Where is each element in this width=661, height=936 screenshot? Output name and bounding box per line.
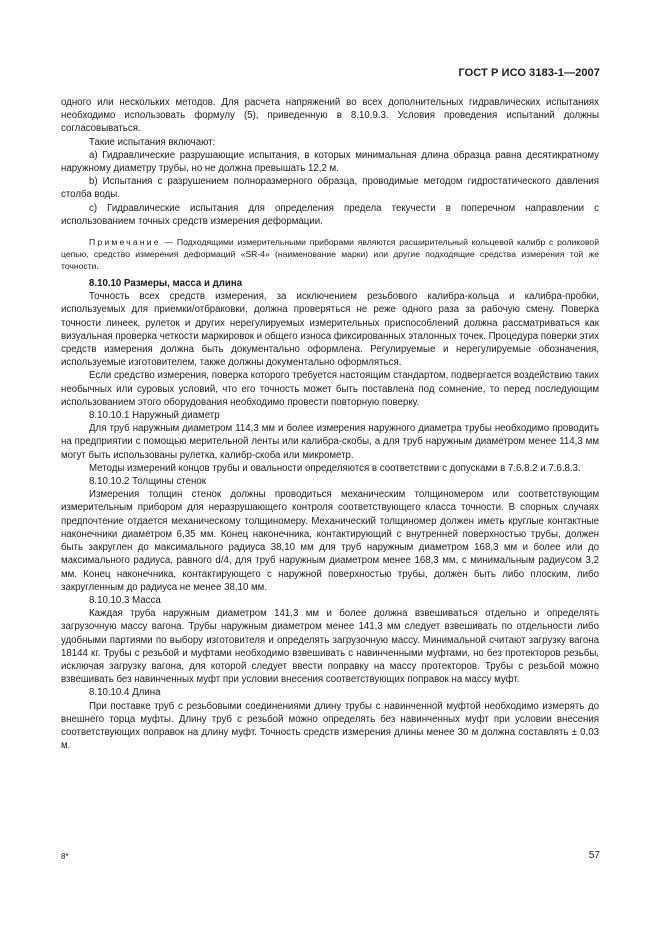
subsection-title: 8.10.10.2 Толщины стенок bbox=[89, 476, 207, 488]
subsection-title: 8.10.10.4 Длина bbox=[89, 687, 161, 699]
paragraph: При поставке труб с резьбовыми соединениями длину трубы с навинченной муфтой необходимо измерять до внешнего торца муфты. Длину труб с резьбой можно определять без навинченных муфт при условии внесения соответствующих поправок на длину муфт. Точность средств измерения длины менее 30 м должна составлять ± 0,03 м. bbox=[61, 700, 599, 752]
document-body bbox=[61, 96, 599, 752]
note-text: — Подходящими измерительными приборами являются расширительный кольцевой калибр с роликовой цепью, средство измерения деформаций «SR-4» (наименование марки) или другие подходящие средства измерения той же точности. bbox=[61, 237, 599, 272]
list-item: b) Испытания с разрушением полноразмерного образца, проводимые методом гидростатического давления столба воды. bbox=[61, 176, 599, 201]
note-label: Примечание bbox=[89, 237, 161, 248]
paragraph: Каждая труба наружным диаметром 141,3 мм и более должна взвешиваться отдельно и определять загрузочную массу вагона. Трубы наружным диаметром менее 141,3 мм следует взвешивать по отдельности либо удобными партиями по выбору изготовителя и определять загрузочную массу. Минимальной считают загрузку вагона 18144 кг. Трубы с резьбой и муфтами необходимо взвешивать с навинченными муфтами, но без протекторов резьбы, исключая загрузку вагона, для которой следует ввести поправку на массу протекторов. Трубы с резьбой можно взвешивать без навинченных муфт при условии внесения соответствующих поправок на массу муфт. bbox=[61, 608, 599, 686]
paragraph: Точность всех средств измерения, за исключением резьбового калибра-кольца и калибра-пробки, используемых для приемки/отбраковки, должна проверяться не реже одного раза за рабочую смену. Поверка точности линеек, рулеток и других нерегулируемых измерительных приспособлений должна рассматриваться как визуальная проверка четкости маркировок и общего износа фиксированных эталонных точек. Процедура поверки этих средств измерения должна быть документально оформлена. Регулируемые и нерегулируемые обозначения, используемые изготовителем, также должны документально оформляться. bbox=[61, 291, 599, 369]
list-item: а) Гидравлические разрушающие испытания, в которых минимальная длина образца равна десятикратному наружному диаметру трубы, но не должна превышать 12,2 м. bbox=[61, 149, 599, 175]
paragraph: одного или нескольких методов. Для расчета напряжений во всех дополнительных гидравлических испытаниях необходимо использовать формулу (5), приведенную в 8.10.9.3. Условия проведения испытаний должны согласовываться. bbox=[61, 97, 599, 135]
paragraph: Для труб наружным диаметром 114,3 мм и более измерения наружного диаметра трубы необходимо проводить на предприятии с помощью мерительной ленты или калибра-скобы, а для труб наружным диаметром менее 114,3 мм могут быть использованы рулетка, калибр-скоба или микрометр. bbox=[61, 423, 599, 461]
paragraph: Измерения толщин стенок должны проводиться механическим толщиномером или соответствующим измерительным прибором для неразрушающего контроля соответствующего класса точности. В спорных случаях предпочтение отдается механическому толщиномеру. Механический толщиномер должен иметь круглые контактные наконечники диаметром 6,35 мм. Конец наконечника, контактирующий с внутренней поверхностью трубы, должен быть закруглен до максимального радиуса 38,10 мм для труб наружным диаметром 168,3 мм и более или до максимального радиуса, равного d/4, для труб наружным диаметром менее 168,3 мм, с минимальным радиусом 3,2 мм. Конец наконечника, контактирующего с наружной поверхностью трубы, должен быть либо плоским, либо закругленным до радиуса не менее 38,10 мм. bbox=[61, 489, 599, 593]
paragraph: Такие испытания включают: bbox=[89, 136, 216, 148]
subsection-title: 8.10.10.1 Наружный диаметр bbox=[89, 410, 220, 422]
page-number: 57 bbox=[588, 850, 600, 861]
subsection-title: 8.10.10.3 Масса bbox=[89, 594, 161, 606]
section-heading: 8.10.10 Размеры, масса и длина bbox=[89, 278, 243, 290]
paragraph: Методы измерений концов трубы и овальности определяются в соответствии с допусками в 7.6.8.2 и 7.6.8.3. bbox=[89, 462, 581, 474]
signature-mark: 8* bbox=[61, 852, 69, 861]
standard-header: ГОСТ Р ИСО 3183-1—2007 bbox=[458, 67, 600, 79]
paragraph: Если средство измерения, поверка которого требуется настоящим стандартом, подвергается воздействию таких необычных или суровых условий, что его точность может быть поставлена под сомнение, то перед последующим использованием этого оборудования необходимо провести повторную поверку. bbox=[61, 370, 599, 408]
list-item: c) Гидравлические испытания для определения предела текучести в поперечном направлении с использованием точных средств измерения деформации. bbox=[61, 202, 599, 227]
note bbox=[61, 236, 599, 272]
